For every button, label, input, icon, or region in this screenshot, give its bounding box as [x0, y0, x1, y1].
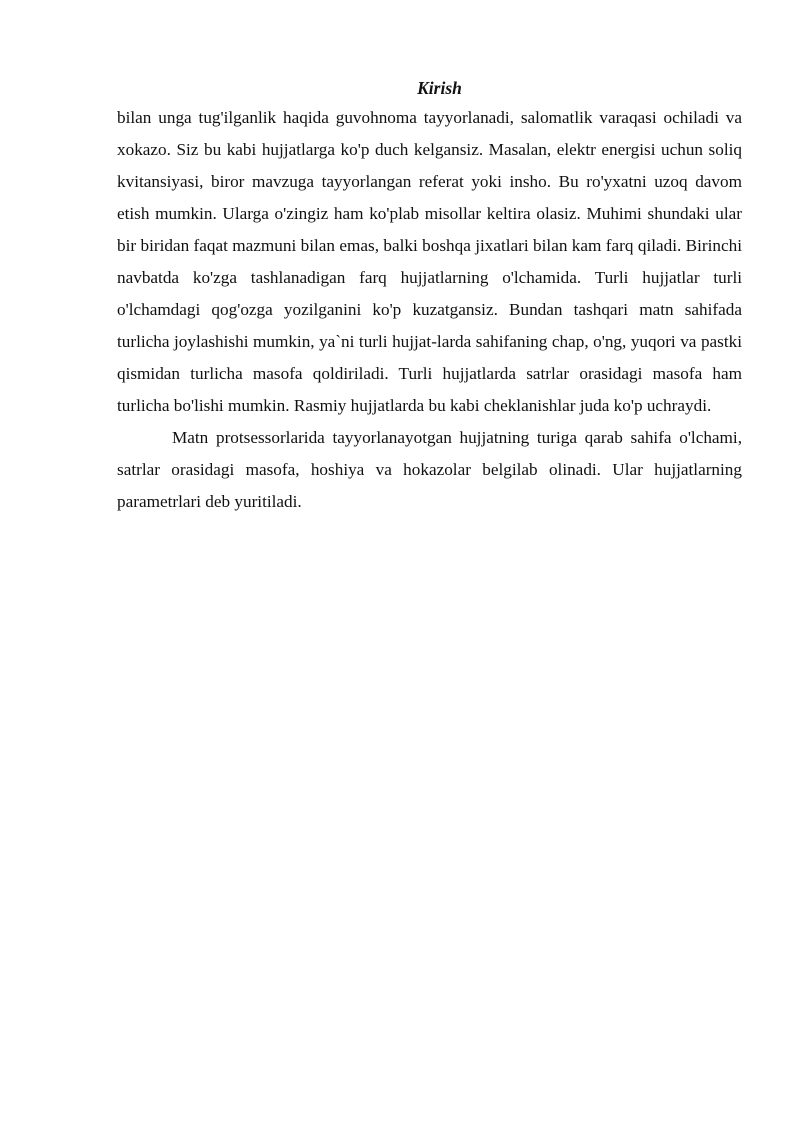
- document-body: [117, 74, 742, 518]
- section-heading: Kirish: [417, 78, 462, 98]
- paragraph-1: bilan unga tug'ilganlik haqida guvohnoma tayyorlanadi, salomatlik varaqasi ochiladi va xokazo. Siz bu kabi hujjatlarga ko'p duch kelgansiz. Masalan, elektr energisi uchun soliq kvitansiyasi, biror mavzuga tayyorlangan referat yoki insho. Bu ro'yxatni uzoq davom etish mumkin. Ularga o'zingiz ham ko'plab misollar keltira olasiz. Muhimi shundaki ular bir biridan faqat mazmuni bilan emas, balki boshqa jixatlari bilan kam farq qiladi. Birinchi navbatda ko'zga tashlanadigan farq hujjatlarning o'lchamida. Turli hujjatlar turli o'lchamdagi qog'ozga yozilganini ko'p kuzatgansiz. Bundan tashqari matn sahifada turlicha joylashishi mumkin, ya`ni turli hujjat-larda sahifaning chap, o'ng, yuqori va pastki qismidan turlicha masofa qoldiriladi. Turli hujjatlarda satrlar orasidagi masofa ham turlicha bo'lishi mumkin. Rasmiy hujjatlarda bu kabi cheklanishlar juda ko'p uchraydi.: [117, 108, 742, 415]
- paragraph-2: Matn protsessorlarida tayyorlanayotgan hujjatning turiga qarab sahifa o'lchami, satrlar orasidagi masofa, hoshiya va hokazolar belgilab olinadi. Ular hujjatlarning parametrlari deb yuritiladi.: [117, 428, 742, 511]
